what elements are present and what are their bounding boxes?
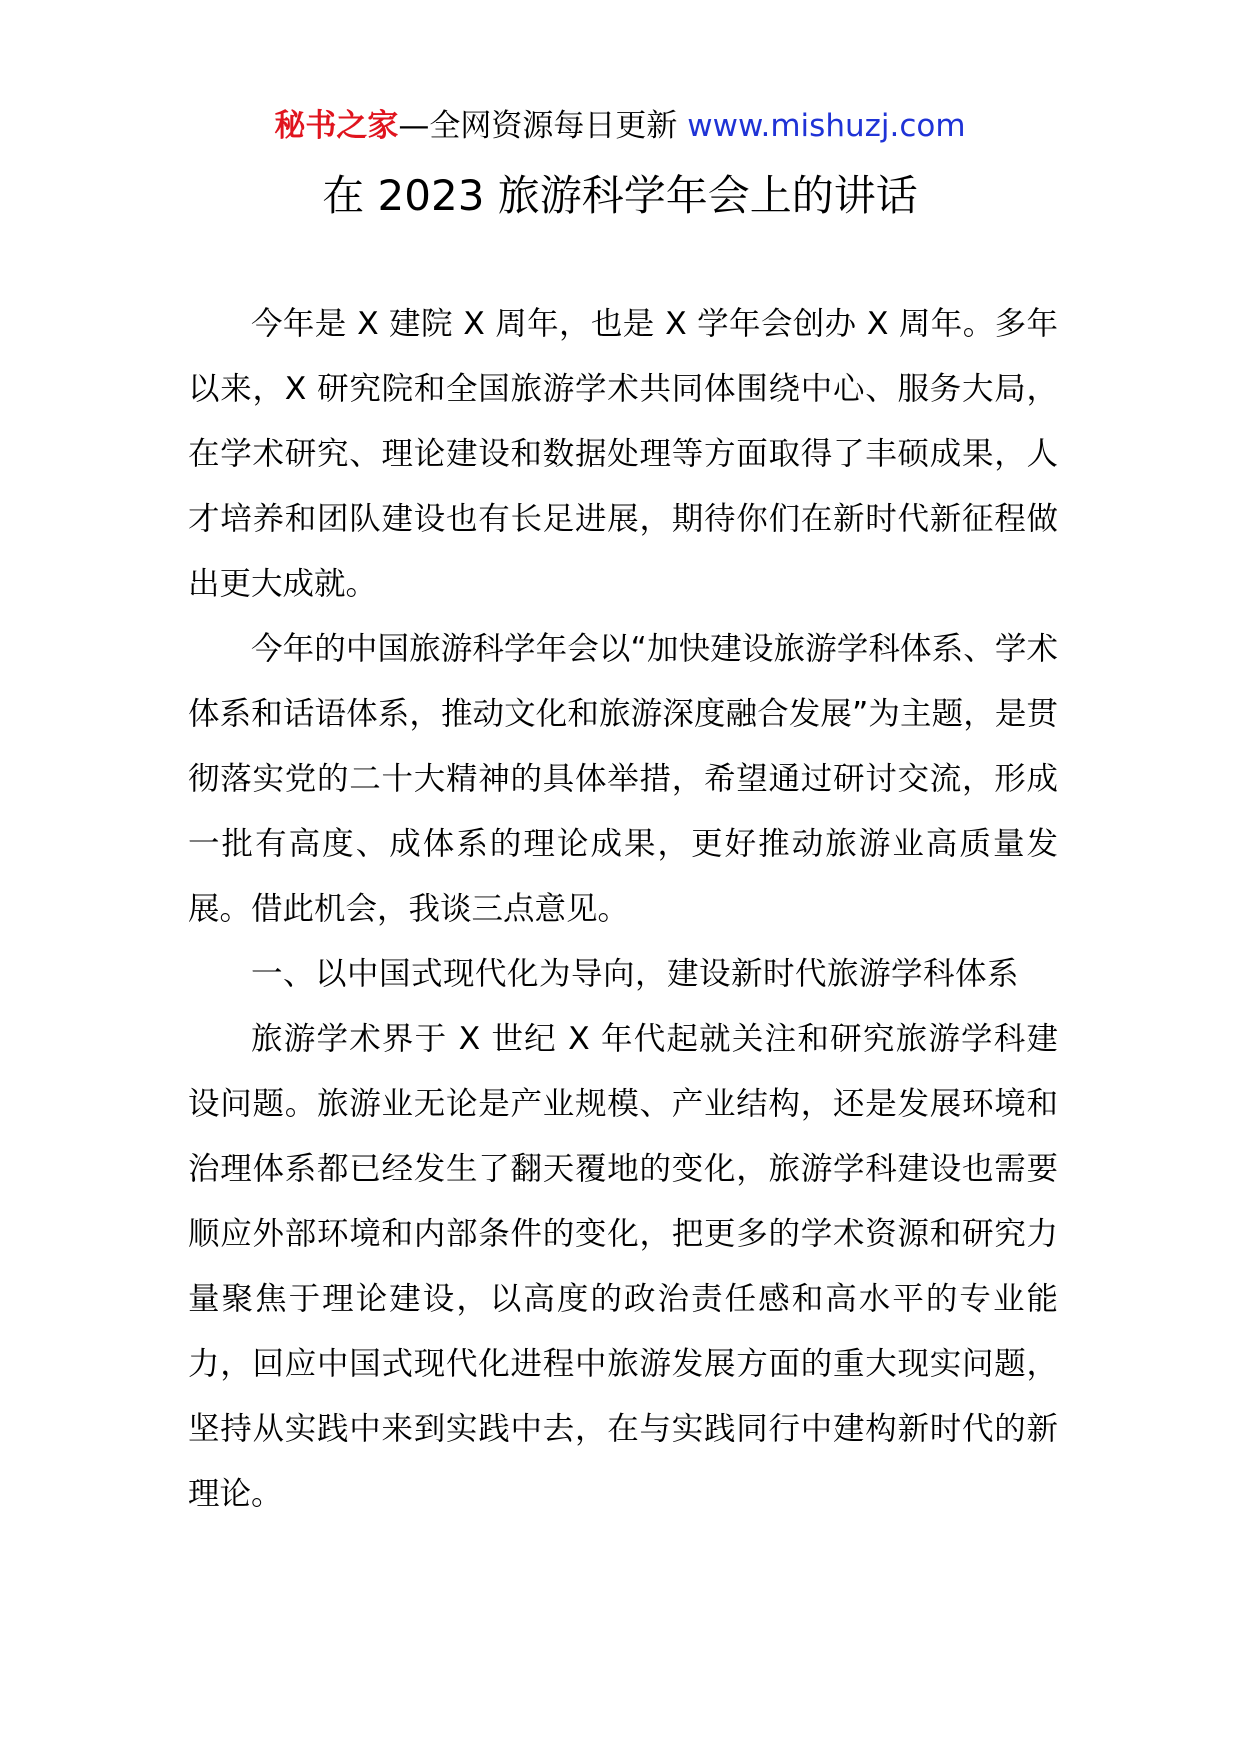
section-heading-1: 一、以中国式现代化为导向，建设新时代旅游学科体系 xyxy=(251,956,1020,992)
paragraph-theme: 今年的中国旅游科学年会以“加快建设旅游学科体系、学术体系和话语体系，推动文化和旅游深度融合发展”为主题，是贯彻落实党的二十大精神的具体举措，希望通过研讨交流，形成一批有高度、成体系的理论成果，更好推动旅游业高质量发展。借此机会，我谈三点意见。 xyxy=(188,631,1058,927)
paragraph-discipline: 旅游学术界于 X 世纪 X 年代起就关注和研究旅游学科建设问题。旅游业无论是产业规模、产业结构，还是发展环境和治理体系都已经发生了翻天覆地的变化，旅游学科建设也需要顺应外部环境和内部条件的变化，把更多的学术资源和研究力量聚焦于理论建设，以高度的政治责任感和高水平的专业能力，回应中国式现代化进程中旅游发展方面的重大现实问题，坚持从实践中来到实践中去，在与实践同行中建构新时代的新理论。 xyxy=(188,1021,1058,1512)
site-url-link[interactable]: www.mishuzj.com xyxy=(687,108,966,144)
brand-name: 秘书之家 xyxy=(274,108,399,144)
header-banner xyxy=(0,104,1240,148)
document-title: 在 2023 旅游科学年会上的讲话 xyxy=(322,171,918,220)
paragraph-intro: 今年是 X 建院 X 周年，也是 X 学年会创办 X 周年。多年以来，X 研究院和全国旅游学术共同体围绕中心、服务大局，在学术研究、理论建设和数据处理等方面取得了丰硕成果，人才培养和团队建设也有长足进展，期待你们在新时代新征程做出更大成就。 xyxy=(188,306,1058,602)
header-tagline: —全网资源每日更新 xyxy=(398,108,678,144)
document-body xyxy=(188,292,1058,1527)
